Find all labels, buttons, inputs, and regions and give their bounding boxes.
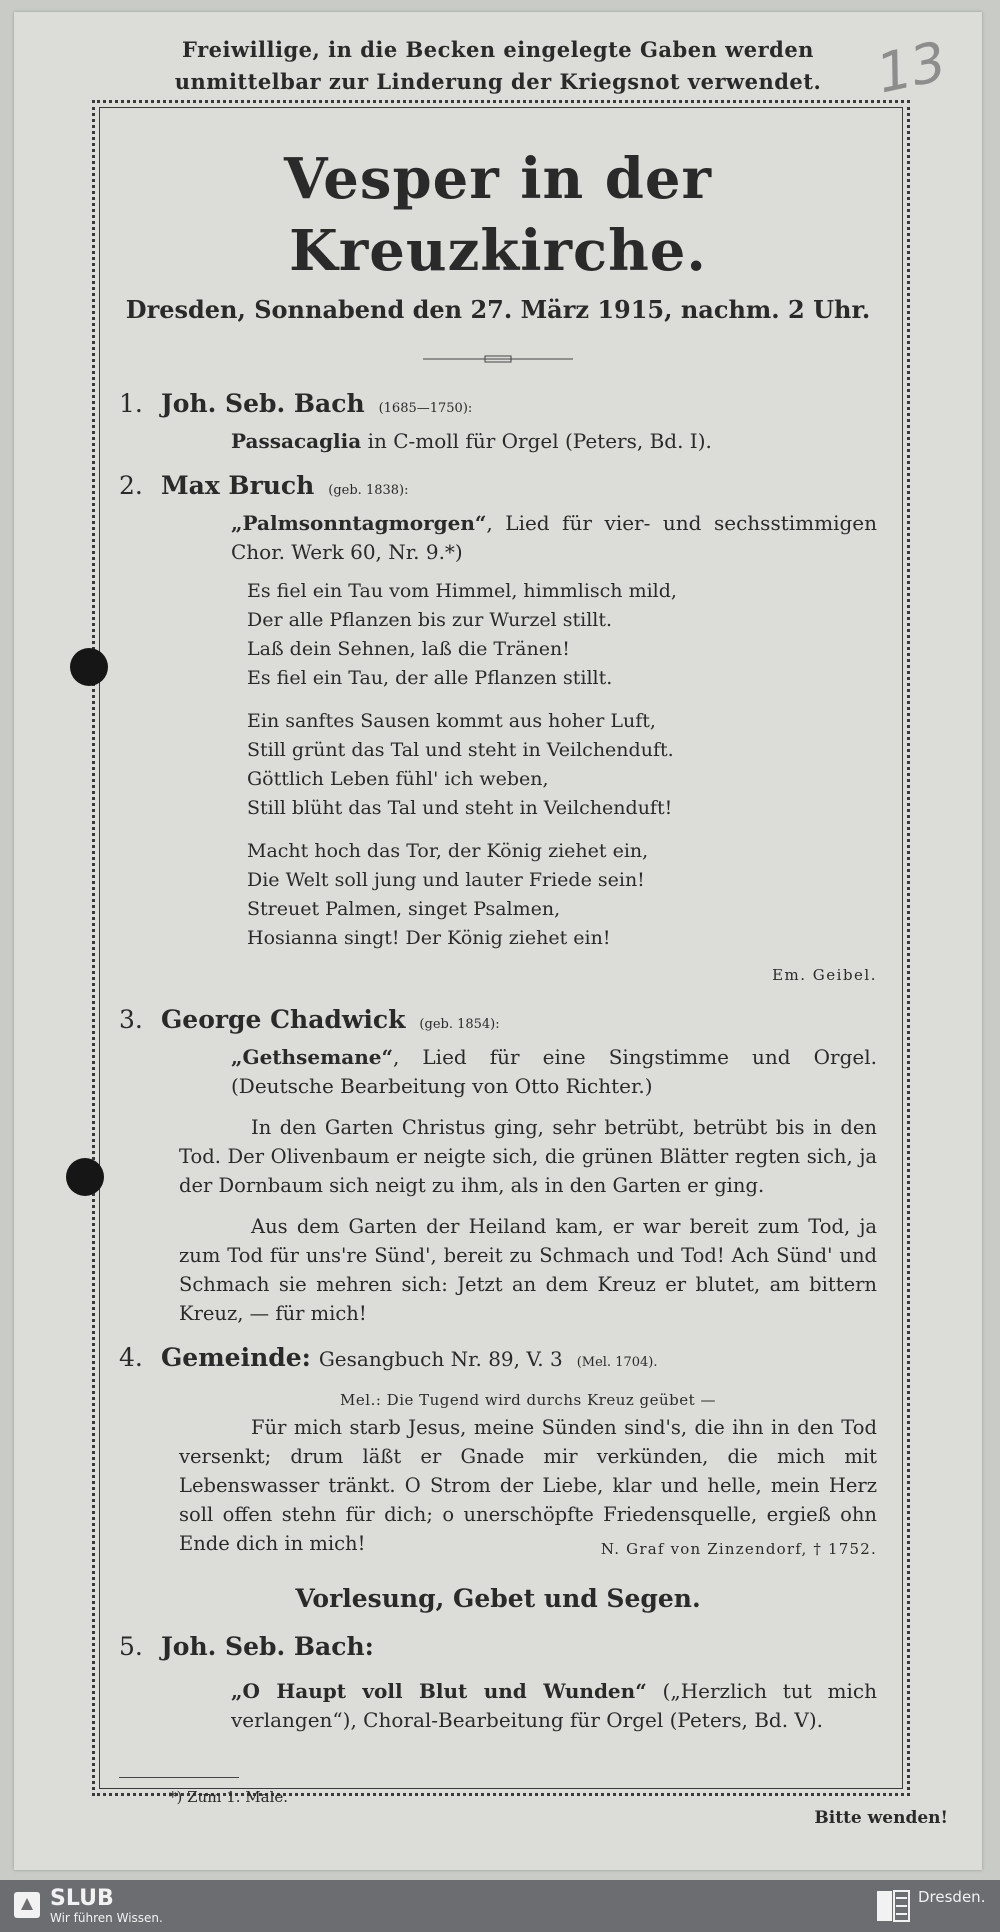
- program-item-5: [119, 1629, 877, 1735]
- work-description: („Herzlich tut mich verlangen“), Choral-Bearbeitung für Orgel (Peters, Bd. V).: [231, 1679, 877, 1732]
- verse-line: Es fiel ein Tau, der alle Pflanzen stillt.: [247, 667, 613, 689]
- slub-slogan: Wir führen Wissen.: [50, 1911, 163, 1925]
- divider-ornament: [423, 354, 573, 364]
- stanza-3: [247, 837, 877, 953]
- dresden-label: Dresden.: [918, 1888, 986, 1906]
- verse-line: Ein sanftes Sausen kommt aus hoher Luft,: [247, 710, 656, 732]
- verse-line: Die Welt soll jung und lauter Friede sein!: [247, 869, 645, 891]
- lyrics-paragraph-2: Aus dem Garten der Heiland kam, er war bereit zum Tod, ja zum Tod für uns're Sünd', bereit zu Schmach und Tod! Ach Sünd' und Schmach sie mehren sich: Jetzt an dem Kreuz er blutet, am bittern Kreuz, — für mich!: [179, 1215, 877, 1325]
- composer-dates: (1685—1750):: [378, 401, 473, 416]
- handwritten-page-number: 13: [871, 29, 952, 106]
- slub-name[interactable]: SLUB: [50, 1886, 114, 1911]
- program-item-1: [119, 386, 877, 456]
- lyrics: [247, 577, 877, 990]
- melody-year: (Mel. 1704).: [576, 1355, 658, 1370]
- verse-line: Streuet Palmen, singet Psalmen,: [247, 898, 561, 920]
- item-number: 4.: [119, 1343, 143, 1372]
- hymn-paragraph: Für mich starb Jesus, meine Sünden sind's, die ihn in den Tod versenkt; drum läßt er Gnade mir verkünden, die mich mit Lebenswasser tränkt. O Strom der Liebe, klar und helle, mein Herz soll offen stehn für dich; o unerschöpfte Friedensquelle, ergieß ohn Ende dich in mich!: [179, 1416, 877, 1555]
- hymn-text: [179, 1413, 877, 1558]
- section-heading: Vorlesung, Gebet und Segen.: [295, 1584, 701, 1613]
- dresden-coat-of-arms-icon[interactable]: [876, 1890, 910, 1922]
- dresden-name[interactable]: [918, 1890, 985, 1905]
- work-title: „Gethsemane“: [231, 1045, 393, 1069]
- hymn-author-credit: N. Graf von Zinzendorf, † 1752.: [600, 1540, 877, 1558]
- please-turn-note: Bitte wenden!: [814, 1808, 948, 1828]
- footnote-rule: [119, 1777, 239, 1778]
- item-number: 2.: [119, 471, 143, 500]
- verse-line: Der alle Pflanzen bis zur Wurzel stillt.: [247, 609, 613, 631]
- congregation-label: Gemeinde:: [160, 1343, 311, 1372]
- work-title: „O Haupt voll Blut und Wunden“: [231, 1679, 647, 1703]
- notice-line-1: Freiwillige, in die Becken eingelegte Gaben werden: [182, 37, 814, 62]
- item-number: 3.: [119, 1005, 143, 1034]
- program-content: [119, 143, 877, 1806]
- composer-dates: (geb. 1854):: [419, 1017, 500, 1032]
- stanza-1: [247, 577, 877, 693]
- composer-name: Joh. Seb. Bach:: [160, 1632, 374, 1661]
- verse-line: Macht hoch das Tor, der König ziehet ein,: [247, 840, 649, 862]
- lyrics-paragraph-1: In den Garten Christus ging, sehr betrübt, betrübt bis in den Tod. Der Olivenbaum er neigte sich, die grünen Blätter regten sich, ja der Dornbaum sich neigt zu ihm, als in den Garten er ging.: [179, 1116, 877, 1197]
- document-page: [14, 12, 982, 1870]
- page-title: Vesper in der Kreuzkirche.: [283, 146, 713, 284]
- hymnal-reference: Gesangbuch Nr. 89, V. 3: [318, 1347, 563, 1371]
- item-number: 1.: [119, 389, 143, 418]
- verse-line: Still grünt das Tal und steht in Veilchenduft.: [247, 739, 674, 761]
- notice-line-2: unmittelbar zur Linderung der Kriegsnot verwendet.: [174, 69, 822, 94]
- footer-bar: [0, 1880, 1000, 1932]
- item-number: 5.: [119, 1632, 143, 1661]
- work-title: Passacaglia: [231, 429, 362, 453]
- composer-dates: (geb. 1838):: [328, 483, 409, 498]
- program-item-3: [119, 1002, 877, 1328]
- verse-line: Laß dein Sehnen, laß die Tränen!: [247, 638, 570, 660]
- work-description: in C-moll für Orgel (Peters, Bd. I).: [361, 429, 712, 453]
- melody-note: Mel.: Die Tugend wird durchs Kreuz geübet —: [340, 1391, 716, 1409]
- stanza-2: [247, 707, 877, 823]
- verse-line: Es fiel ein Tau vom Himmel, himmlisch mild,: [247, 580, 677, 602]
- donation-notice: [14, 34, 982, 98]
- composer-name: Joh. Seb. Bach: [160, 389, 365, 418]
- verse-line: Hosianna singt! Der König ziehet ein!: [247, 927, 611, 949]
- punch-hole: [66, 1158, 104, 1196]
- event-date: Dresden, Sonnabend den 27. März 1915, nachm. 2 Uhr.: [125, 295, 871, 324]
- work-description: , Lied für eine Singstimme und Orgel. (Deutsche Bearbeitung von Otto Richter.): [231, 1045, 877, 1098]
- composer-name: Max Bruch: [160, 471, 315, 500]
- slub-logo-icon[interactable]: [12, 1890, 42, 1920]
- verse-line: Still blüht das Tal und steht in Veilchenduft!: [247, 797, 673, 819]
- verse-line: Göttlich Leben fühl' ich weben,: [247, 768, 549, 790]
- work-title: „Palmsonntagmorgen“: [231, 511, 487, 535]
- work-description: , Lied für vier- und sechsstimmigen Chor. Werk 60, Nr. 9.*): [231, 511, 877, 564]
- composer-name: George Chadwick: [160, 1005, 406, 1034]
- lyricist-credit: Em. Geibel.: [772, 966, 877, 984]
- punch-hole: [70, 648, 108, 686]
- program-frame: [92, 100, 910, 1806]
- program-item-2: [119, 468, 877, 990]
- footnote: *) Zum 1. Male.: [169, 1788, 289, 1806]
- program-item-4: [119, 1340, 877, 1558]
